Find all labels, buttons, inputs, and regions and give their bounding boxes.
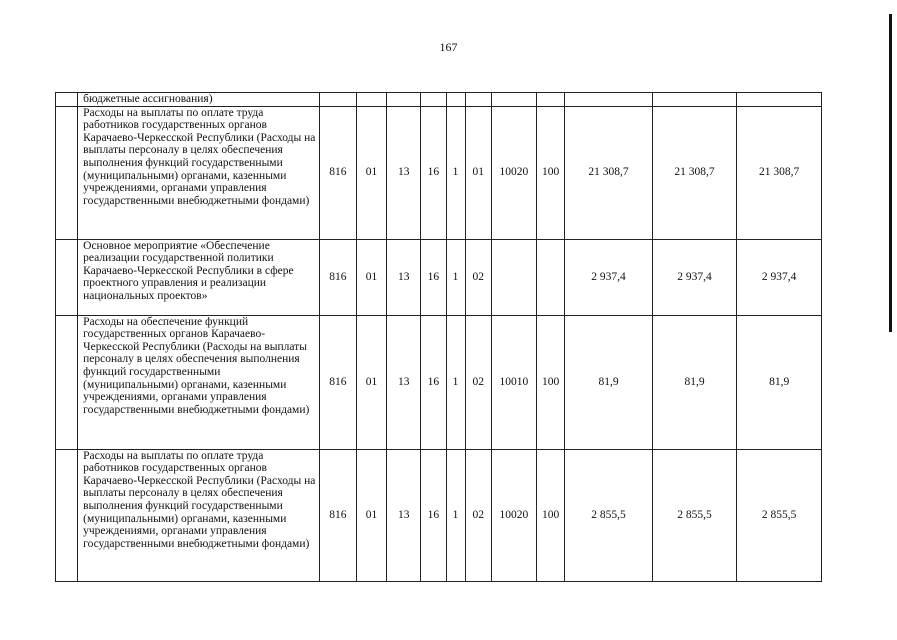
table-row — [56, 315, 822, 449]
vr-cell: 100 — [537, 106, 565, 239]
pr-cell: 13 — [387, 106, 421, 239]
cs-direction-cell — [491, 93, 536, 107]
pr-cell: 13 — [387, 315, 421, 449]
description-cell: Расходы на выплаты по оплате труда работников государственных органов Карачаево-Черкесской Республики (Расходы на выплаты персоналу в целях обеспечения выполнения функций государственными (муниципальными) органами, казенными учреждениями, органами управления государственными внебюджетными фондами) — [78, 106, 320, 239]
pr-cell — [387, 93, 421, 107]
cs-event-cell: 01 — [465, 106, 491, 239]
description-cell: Основное мероприятие «Обеспечение реализации государственной политики Карачаево-Черкесской Республики в сфере проектного управления и реализации национальных проектов» — [78, 239, 320, 315]
amount-year3-cell: 21 308,7 — [737, 106, 822, 239]
row-number-cell — [56, 315, 78, 449]
amount-year1-cell — [565, 93, 653, 107]
amount-year3-cell: 81,9 — [737, 315, 822, 449]
cs-event-cell: 02 — [465, 239, 491, 315]
amount-year3-cell: 2 937,4 — [737, 239, 822, 315]
scan-edge-bar — [889, 14, 892, 332]
vr-cell: 100 — [537, 449, 565, 581]
cs-program-cell — [421, 93, 446, 107]
cs-subprogram-cell: 1 — [446, 239, 465, 315]
vr-cell — [537, 93, 565, 107]
cs-event-cell: 02 — [465, 449, 491, 581]
amount-year2-cell: 21 308,7 — [652, 106, 737, 239]
amount-year2-cell: 81,9 — [652, 315, 737, 449]
description-cell: Расходы на обеспечение функций государственных органов Карачаево-Черкесской Республики (Расходы на выплаты персоналу в целях обеспечения выполнения функций государственными (муниципальными) органами, казенными учреждениями, органами управления государственными внебюджетными фондами) — [78, 315, 320, 449]
amount-year2-cell: 2 855,5 — [652, 449, 737, 581]
description-cell: бюджетные ассигнования) — [78, 93, 320, 107]
cs-subprogram-cell — [446, 93, 465, 107]
cs-event-cell — [465, 93, 491, 107]
amount-year1-cell: 2 855,5 — [565, 449, 653, 581]
cs-program-cell: 16 — [421, 449, 446, 581]
table-row — [56, 449, 822, 581]
table-row — [56, 93, 822, 107]
row-number-cell — [56, 239, 78, 315]
rz-cell: 01 — [356, 449, 386, 581]
pr-cell: 13 — [387, 449, 421, 581]
amount-year2-cell — [652, 93, 737, 107]
cs-event-cell: 02 — [465, 315, 491, 449]
cs-subprogram-cell: 1 — [446, 106, 465, 239]
vr-cell: 100 — [537, 315, 565, 449]
grbs-cell: 816 — [319, 239, 356, 315]
rz-cell: 01 — [356, 239, 386, 315]
cs-direction-cell: 10020 — [491, 106, 536, 239]
row-number-cell — [56, 449, 78, 581]
amount-year3-cell: 2 855,5 — [737, 449, 822, 581]
rz-cell: 01 — [356, 315, 386, 449]
table-row — [56, 106, 822, 239]
cs-direction-cell: 10010 — [491, 315, 536, 449]
amount-year1-cell: 2 937,4 — [565, 239, 653, 315]
row-number-cell — [56, 93, 78, 107]
table-row — [56, 239, 822, 315]
amount-year2-cell: 2 937,4 — [652, 239, 737, 315]
cs-direction-cell — [491, 239, 536, 315]
amount-year3-cell — [737, 93, 822, 107]
grbs-cell — [319, 93, 356, 107]
cs-subprogram-cell: 1 — [446, 315, 465, 449]
grbs-cell: 816 — [319, 315, 356, 449]
amount-year1-cell: 81,9 — [565, 315, 653, 449]
rz-cell: 01 — [356, 106, 386, 239]
budget-table — [55, 92, 822, 582]
cs-program-cell: 16 — [421, 315, 446, 449]
description-cell: Расходы на выплаты по оплате труда работников государственных органов Карачаево-Черкесской Республики (Расходы на выплаты персоналу в целях обеспечения выполнения функций государственными (муниципальными) органами, казенными учреждениями, органами управления государственными внебюджетными фондами) — [78, 449, 320, 581]
grbs-cell: 816 — [319, 106, 356, 239]
row-number-cell — [56, 106, 78, 239]
cs-direction-cell: 10020 — [491, 449, 536, 581]
vr-cell — [537, 239, 565, 315]
page-number: 167 — [439, 40, 458, 54]
cs-program-cell: 16 — [421, 239, 446, 315]
amount-year1-cell: 21 308,7 — [565, 106, 653, 239]
cs-subprogram-cell: 1 — [446, 449, 465, 581]
rz-cell — [356, 93, 386, 107]
pr-cell: 13 — [387, 239, 421, 315]
cs-program-cell: 16 — [421, 106, 446, 239]
grbs-cell: 816 — [319, 449, 356, 581]
